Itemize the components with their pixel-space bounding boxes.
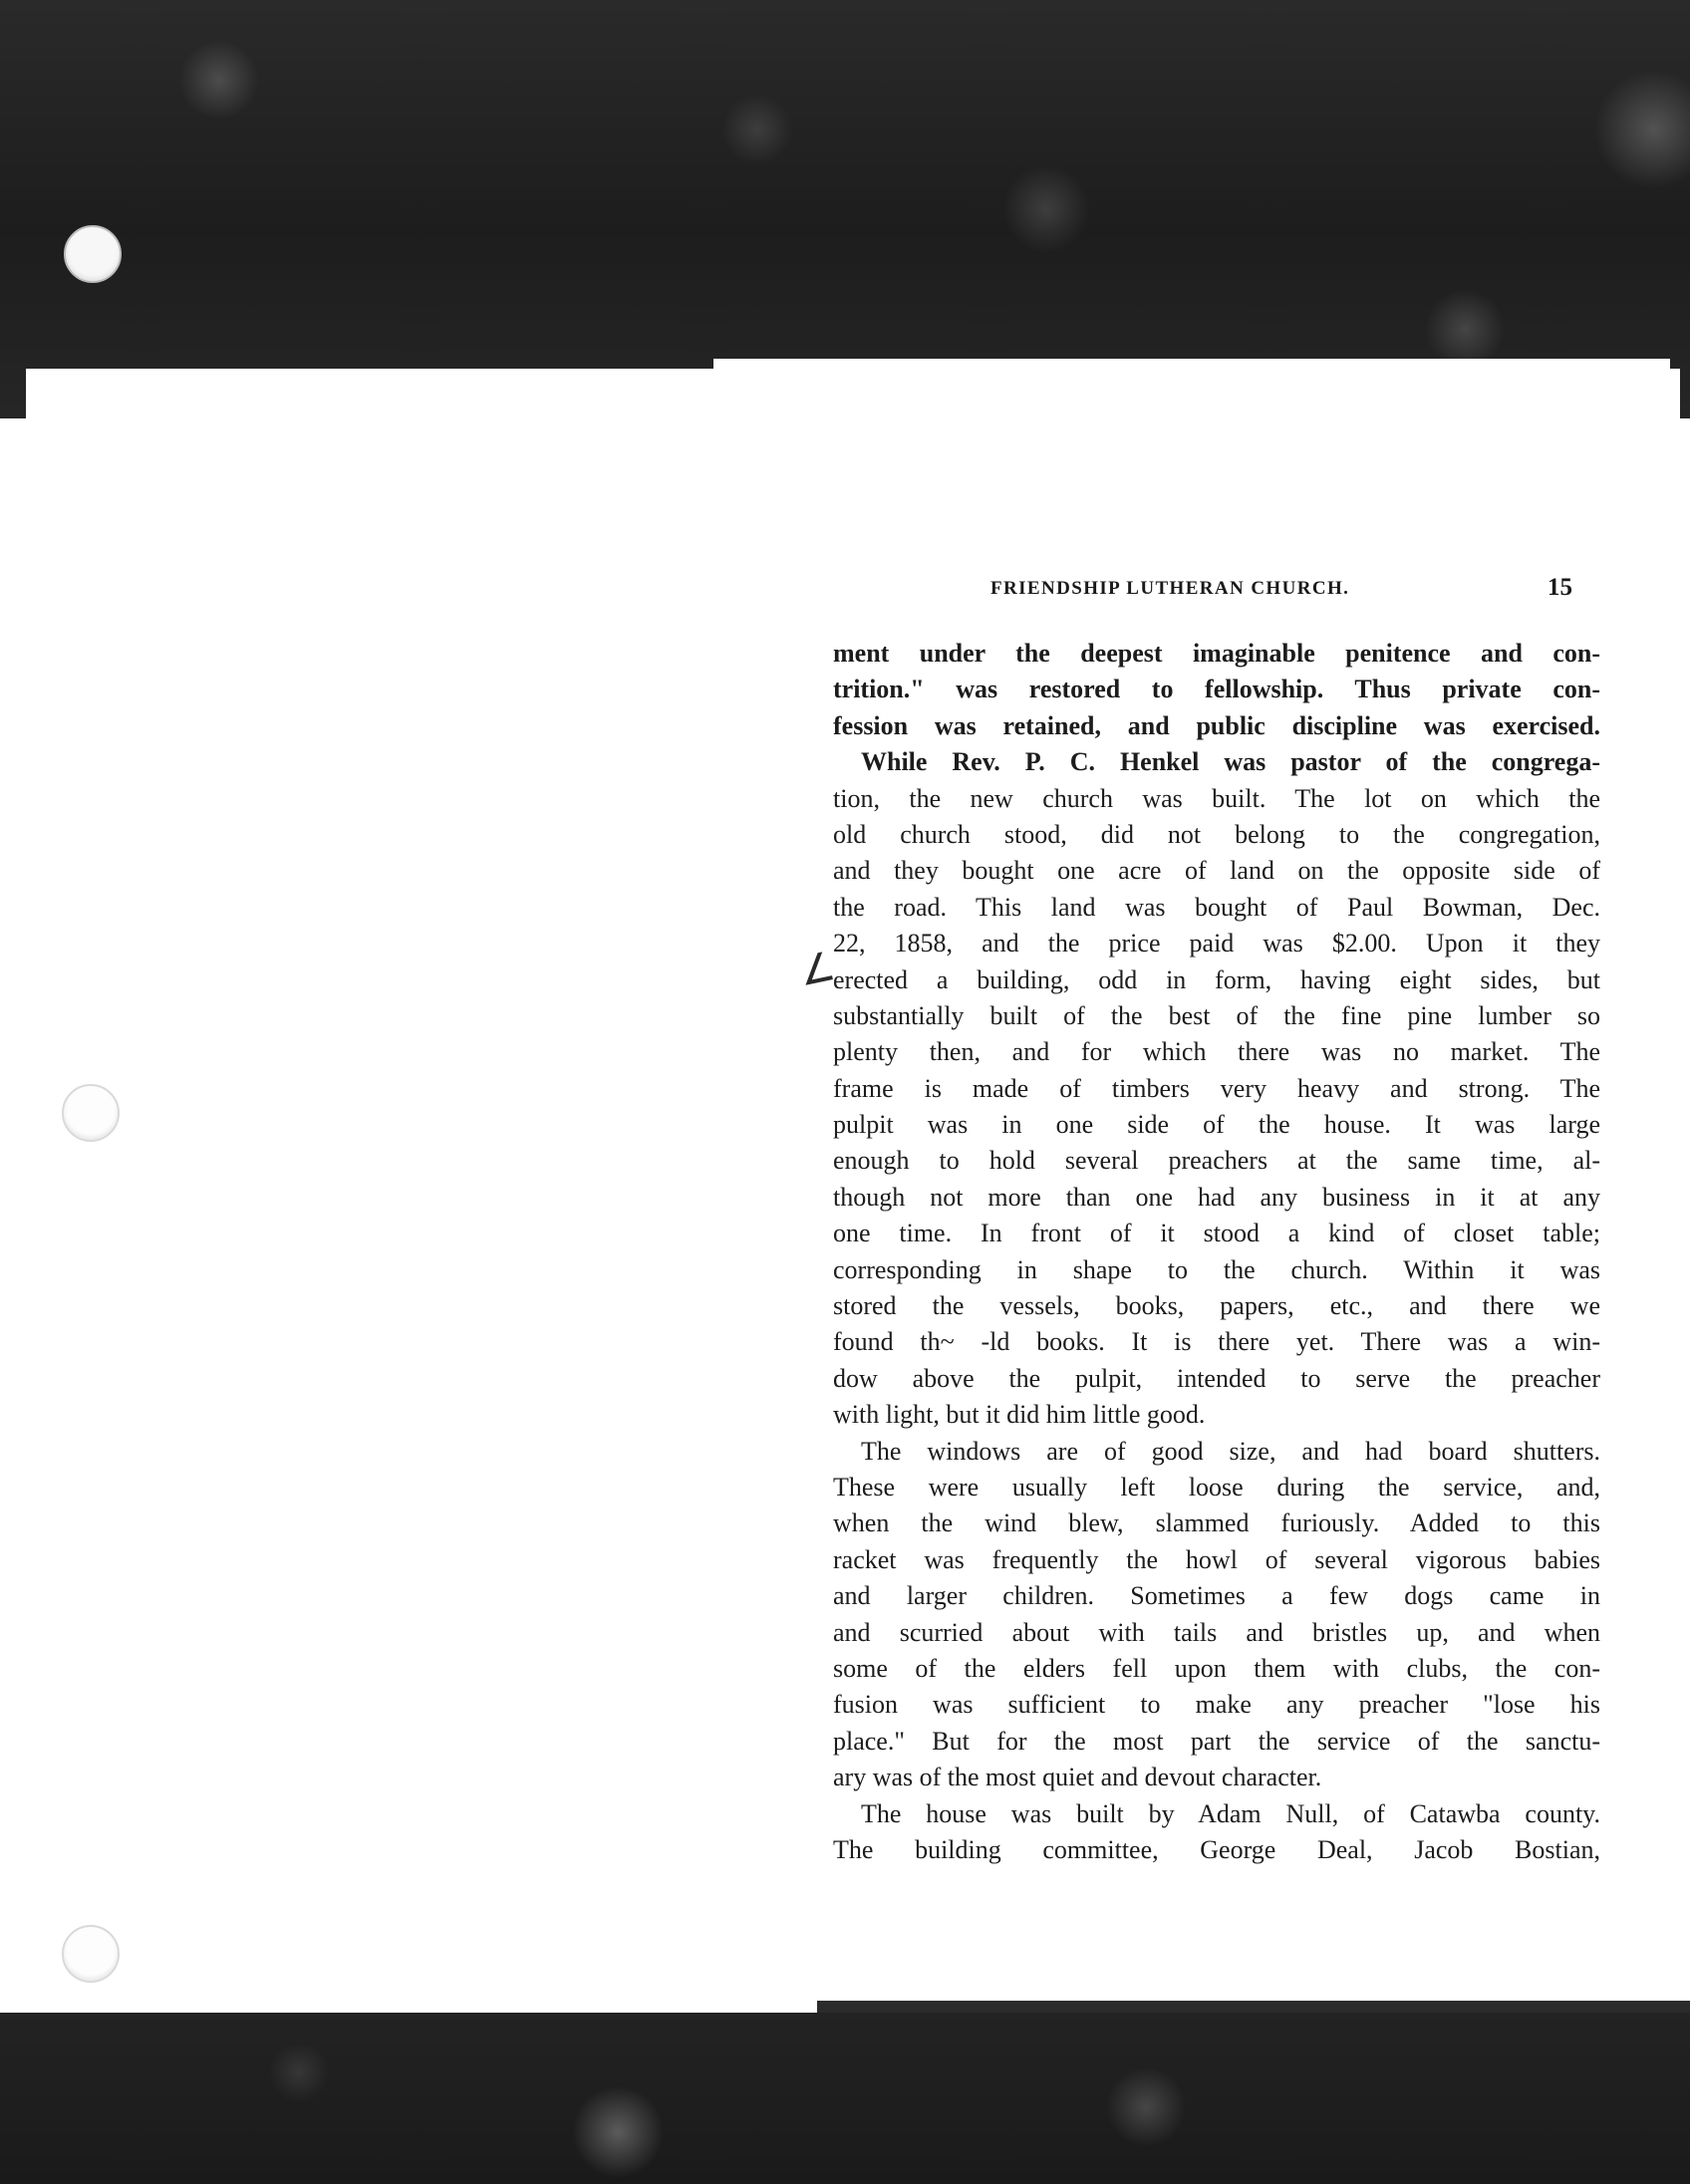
text-line: found th~ -ld books. It is there yet. There was a win-: [833, 1327, 1600, 1357]
text-line: fession was retained, and public discipline was exercised.: [833, 710, 1600, 740]
text-line: place." But for the most part the service of the sanctu-: [833, 1726, 1600, 1756]
text-line: The house was built by Adam Null, of Catawba county.: [861, 1798, 1600, 1828]
text-line: stored the vessels, books, papers, etc., and there we: [833, 1291, 1600, 1321]
text-line: While Rev. P. C. Henkel was pastor of the congrega-: [861, 747, 1600, 777]
left-page-edge: [26, 383, 723, 442]
text-line: some of the elders fell upon them with clubs, the con-: [833, 1653, 1600, 1683]
text-line: plenty then, and for which there was no market. The: [833, 1037, 1600, 1067]
text-line: erected a building, odd in form, having eight sides, but: [833, 964, 1600, 994]
text-line: trition." was restored to fellowship. Thus private con-: [833, 675, 1600, 704]
text-line: with light, but it did him little good.: [833, 1400, 1206, 1430]
text-line: old church stood, did not belong to the congregation,: [833, 819, 1600, 849]
scanner-background-bottom: [0, 2013, 1690, 2184]
handwritten-margin-mark: ∠: [794, 943, 840, 996]
text-line: dow above the pulpit, intended to serve the preacher: [833, 1363, 1600, 1393]
punch-hole-bottom: [62, 1925, 120, 1983]
scanner-background-top: [0, 0, 1690, 418]
text-line: The building committee, George Deal, Jacob Bostian,: [833, 1834, 1600, 1864]
text-line: substantially built of the best of the fine pine lumber so: [833, 1000, 1600, 1030]
text-line: and scurried about with tails and bristles up, and when: [833, 1617, 1600, 1647]
punch-hole-middle: [62, 1084, 120, 1142]
page-number: 15: [1548, 574, 1572, 601]
text-line: fusion was sufficient to make any preacher "lose his: [833, 1690, 1600, 1720]
text-line: and they bought one acre of land on the opposite side of: [833, 856, 1600, 886]
text-line: racket was frequently the howl of several vigorous babies: [833, 1544, 1600, 1574]
text-line: The windows are of good size, and had board shutters.: [861, 1436, 1600, 1466]
punch-hole-top: [64, 225, 122, 283]
text-line: though not more than one had any business in it at any: [833, 1182, 1600, 1212]
text-line: the road. This land was bought of Paul Bowman, Dec.: [833, 892, 1600, 922]
text-line: frame is made of timbers very heavy and strong. The: [833, 1073, 1600, 1103]
body-text: [833, 636, 1600, 1868]
right-page-edge: [713, 359, 1670, 418]
text-line: These were usually left loose during the service, and,: [833, 1472, 1600, 1502]
text-line: corresponding in shape to the church. Within it was: [833, 1254, 1600, 1284]
text-line: pulpit was in one side of the house. It was large: [833, 1110, 1600, 1140]
running-title: FRIENDSHIP LUTHERAN CHURCH.: [990, 578, 1350, 599]
text-line: ment under the deepest imaginable penitence and con-: [833, 639, 1600, 668]
text-line: 22, 1858, and the price paid was $2.00. Upon it they: [833, 929, 1600, 958]
text-line: one time. In front of it stood a kind of closet table;: [833, 1219, 1600, 1248]
text-line: ary was of the most quiet and devout character.: [833, 1763, 1322, 1792]
text-line: tion, the new church was built. The lot on which the: [833, 783, 1600, 813]
text-line: and larger children. Sometimes a few dogs came in: [833, 1581, 1600, 1611]
book-page: [833, 568, 1600, 1868]
text-line: enough to hold several preachers at the same time, al-: [833, 1146, 1600, 1176]
running-head: [833, 568, 1600, 608]
text-line: when the wind blew, slammed furiously. Added to this: [833, 1508, 1600, 1538]
